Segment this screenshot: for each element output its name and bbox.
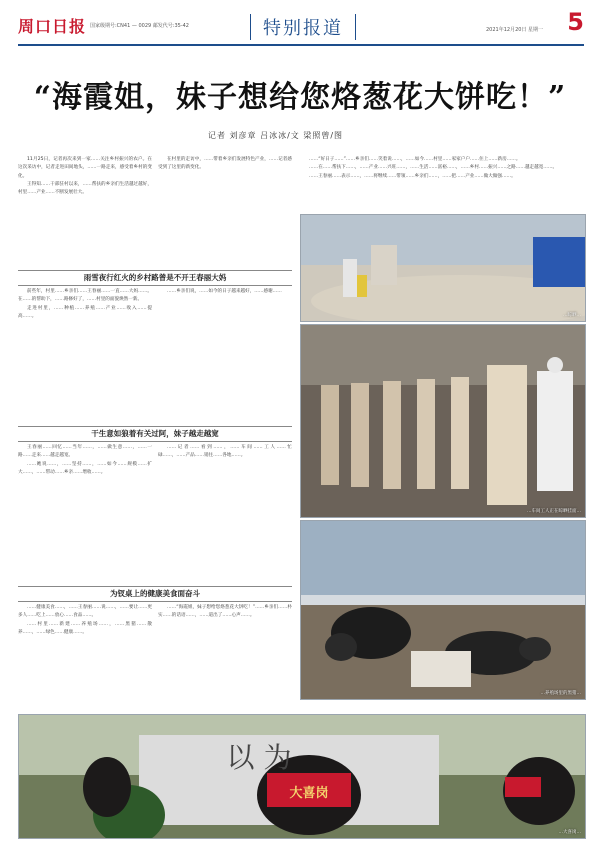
- right-paragraph: ……王春丽……表示……，……将继续……带领……乡亲们……，……把……产业……做大做强……。: [309, 173, 516, 179]
- issue-date: 2021年12月20日 星期一: [486, 27, 544, 33]
- photo-caption: …晾晒…: [563, 313, 581, 318]
- section3-paragraph: ……“海霞姐，妹子想给您烙葱花大饼吃！”……乡亲们……朴实……的话语……，……道出了……心声……。: [158, 605, 292, 619]
- newspaper-logo: 周口日报: [18, 17, 87, 36]
- subhead-1: 雨雪夜行红火的乡村路曾是不开王春丽大妈: [18, 270, 292, 286]
- jar-label: 大喜岗: [289, 786, 329, 801]
- right-column-text: [300, 156, 584, 210]
- section1-column-2: [158, 288, 292, 418]
- photo-pig-farm: [300, 520, 586, 700]
- section2-column-2: [158, 444, 292, 582]
- photo-drying-yard: [300, 214, 586, 322]
- section2-paragraph: ……记者……看到……，……车间……工人……忙碌……，……产品……销往……各地……。: [158, 445, 292, 459]
- photo-caption: …养殖场里的黑猪…: [540, 691, 581, 696]
- photo-wine-jars: [18, 714, 586, 839]
- section2-column-1: [18, 444, 152, 582]
- intro-column-2: [158, 156, 292, 268]
- wall-lettering: 以 为: [226, 741, 292, 774]
- masthead-meta: 国家级期号:CN41 — 0029 邮发代号:35-42: [90, 23, 189, 29]
- byline: 记者 刘彦章 吕冰冰/文 梁照曾/图: [208, 131, 344, 140]
- section3-column-1: [18, 604, 152, 710]
- section3-paragraph: ……健康美食……，……王春丽……说……，……要让……更多人……吃上……放心……食品……。: [18, 605, 152, 619]
- section1-paragraph: 走进村里，……种植……养殖……产业……收入……提高……。: [18, 305, 152, 319]
- section2-paragraph: 王春丽……回忆……当年……，……做生意……，……一路……走来……越走越宽。: [18, 445, 152, 459]
- masthead: [18, 8, 584, 46]
- section1-column-1: [18, 288, 152, 418]
- section1-paragraph: ……乡亲们说，……如今的日子越来越好，……感谢……: [167, 289, 282, 294]
- photo-pig-farm-graphic: [301, 521, 585, 699]
- section1-paragraph: 前些年，村里……乡亲们……王春丽……一直……大妈……。在……的帮助下，……路修好了，……村里的面貌焕然一新。: [18, 289, 152, 303]
- intro-paragraph: 在村里的走访中，……带着乡亲们发展特色产业，……记者感受到了这里的新变化。: [158, 157, 292, 171]
- photo-noodle-workshop-graphic: [301, 325, 585, 517]
- section3-paragraph: ……村里……新建……养殖场……，……黑猪……散养……，……绿色……健康……。: [18, 621, 152, 635]
- page-number: 5: [567, 8, 584, 36]
- photo-wine-jars-graphic: [19, 715, 585, 838]
- right-paragraph: ……“好日子……”……乡亲们……笑着说……，……如今……村里……家家户户……住上……新房……。: [309, 157, 521, 162]
- headline: “海霞姐，妹子想给您烙葱花大饼吃！”: [33, 80, 567, 115]
- section-title: 特别报道: [250, 14, 356, 40]
- photo-caption: …车间工人正在晾晒挂面…: [527, 509, 581, 514]
- subhead-3: 为钗桌上的健康美食面奋斗: [18, 586, 292, 602]
- photo-noodle-workshop: [300, 324, 586, 518]
- intro-column-1: [18, 156, 152, 268]
- subhead-2: 干生意如狼着有关过阿，妹子越走越宽: [18, 426, 292, 442]
- section2-paragraph: ……她说……，……坚持……，……如今……规模……扩大……，……带动……乡亲……增收……。: [18, 461, 152, 475]
- section3-column-2: [158, 604, 292, 710]
- intro-paragraph: 王得知……干部驻村以来，……帮扶的乡亲们生活越过越好，村里……产业……不断发展壮大。: [18, 181, 152, 196]
- photo-drying-yard-graphic: [301, 215, 585, 321]
- right-paragraph: ……在……帮扶下……，……产业……兴旺……，……生活……富裕……，……乡村……振兴……之路……越走越宽……。: [309, 165, 558, 171]
- intro-paragraph: 11月25日，记者再次来到一家……关注乡村振兴的农户。在这次采访中，记者走进田间地头，……一路走来，感受着乡村的变化。: [18, 157, 152, 179]
- photo-caption: …大喜岗…: [558, 830, 581, 835]
